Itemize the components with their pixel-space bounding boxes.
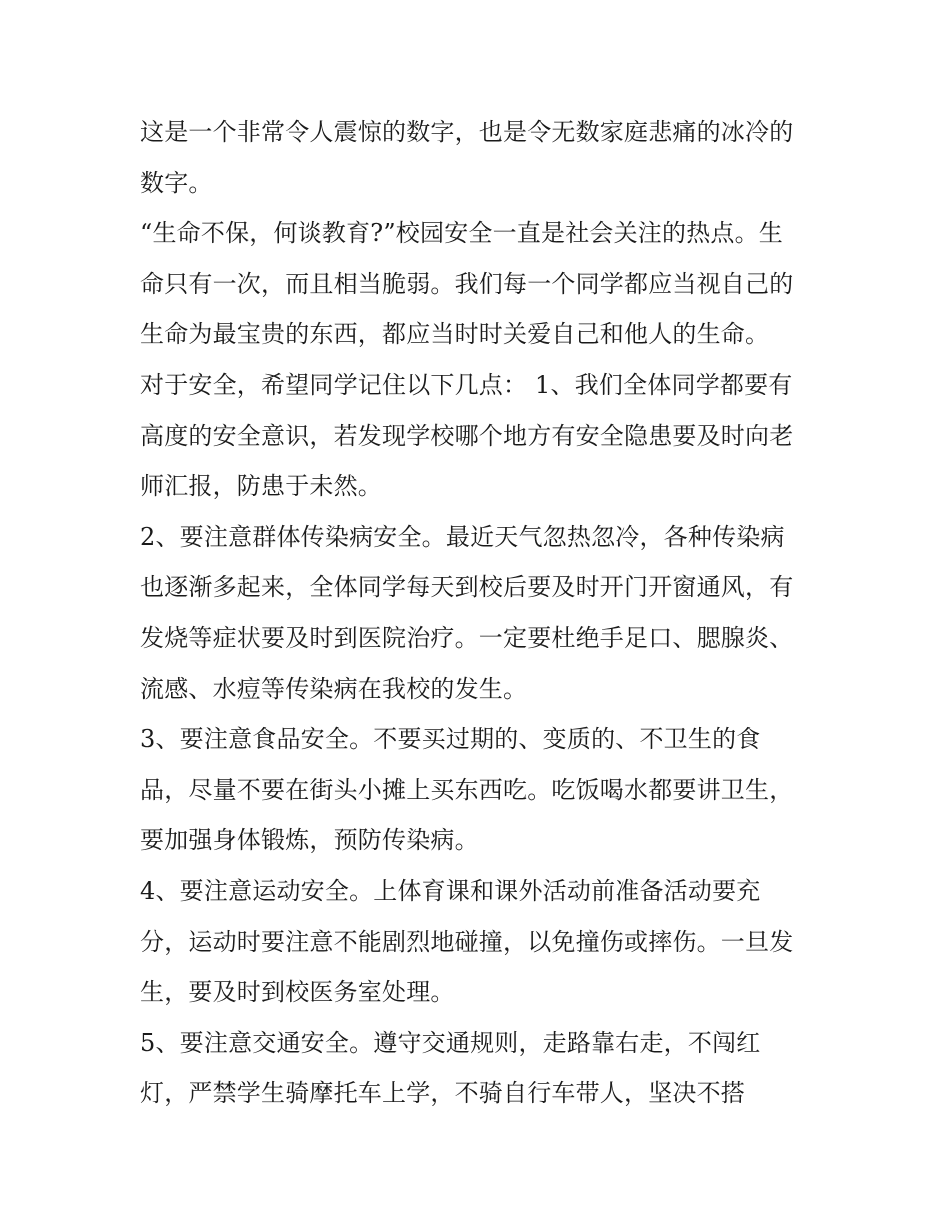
text-line: 2、要注意群体传染病安全。最近天气忽热忽冷，各种传染病 — [140, 522, 785, 551]
text-line: 生命为最宝贵的东西，都应当时时关爱自己和他人的生命。 — [140, 320, 770, 349]
text-line: 3、要注意食品安全。不要买过期的、变质的、不卫生的食 — [140, 725, 761, 754]
text-line: 师汇报，防患于未然。 — [140, 472, 382, 501]
text-line: 4、要注意运动安全。上体育课和课外活动前准备活动要充 — [140, 876, 761, 905]
text-line: 生，要及时到校医务室处理。 — [140, 978, 455, 1007]
text-line: 灯，严禁学生骑摩托车上学，不骑自行车带人，坚决不搭 — [140, 1079, 745, 1108]
text-line: 品，尽量不要在街头小摊上买东西吃。吃饭喝水都要讲卫生， — [140, 775, 794, 804]
text-line: “生命不保，何谈教育?”校园安全一直是社会关注的热点。生 — [140, 219, 784, 248]
text-line: 高度的安全意识，若发现学校哪个地方有安全隐患要及时向老 — [140, 421, 794, 450]
text-line: 数字。 — [140, 168, 213, 197]
text-line: 要加强身体锻炼，预防传染病。 — [140, 826, 479, 855]
document-page — [140, 107, 830, 1119]
text-line: 这是一个非常令人震惊的数字，也是令无数家庭悲痛的冰冷的 — [140, 118, 794, 146]
text-line: 也逐渐多起来，全体同学每天到校后要及时开门开窗通风，有 — [140, 573, 794, 602]
text-line: 流感、水痘等传染病在我校的发生。 — [140, 674, 528, 703]
text-line: 5、要注意交通安全。遵守交通规则，走路靠右走，不闯红 — [140, 1028, 761, 1057]
text-line: 发烧等症状要及时到医院治疗。一定要杜绝手足口、腮腺炎、 — [140, 623, 794, 652]
text-line: 命只有一次，而且相当脆弱。我们每一个同学都应当视自己的 — [140, 269, 794, 298]
text-line: 分，运动时要注意不能剧烈地碰撞，以免撞伤或摔伤。一旦发 — [140, 927, 794, 956]
text-line: 对于安全，希望同学记住以下几点： 1、我们全体同学都要有 — [140, 370, 793, 399]
